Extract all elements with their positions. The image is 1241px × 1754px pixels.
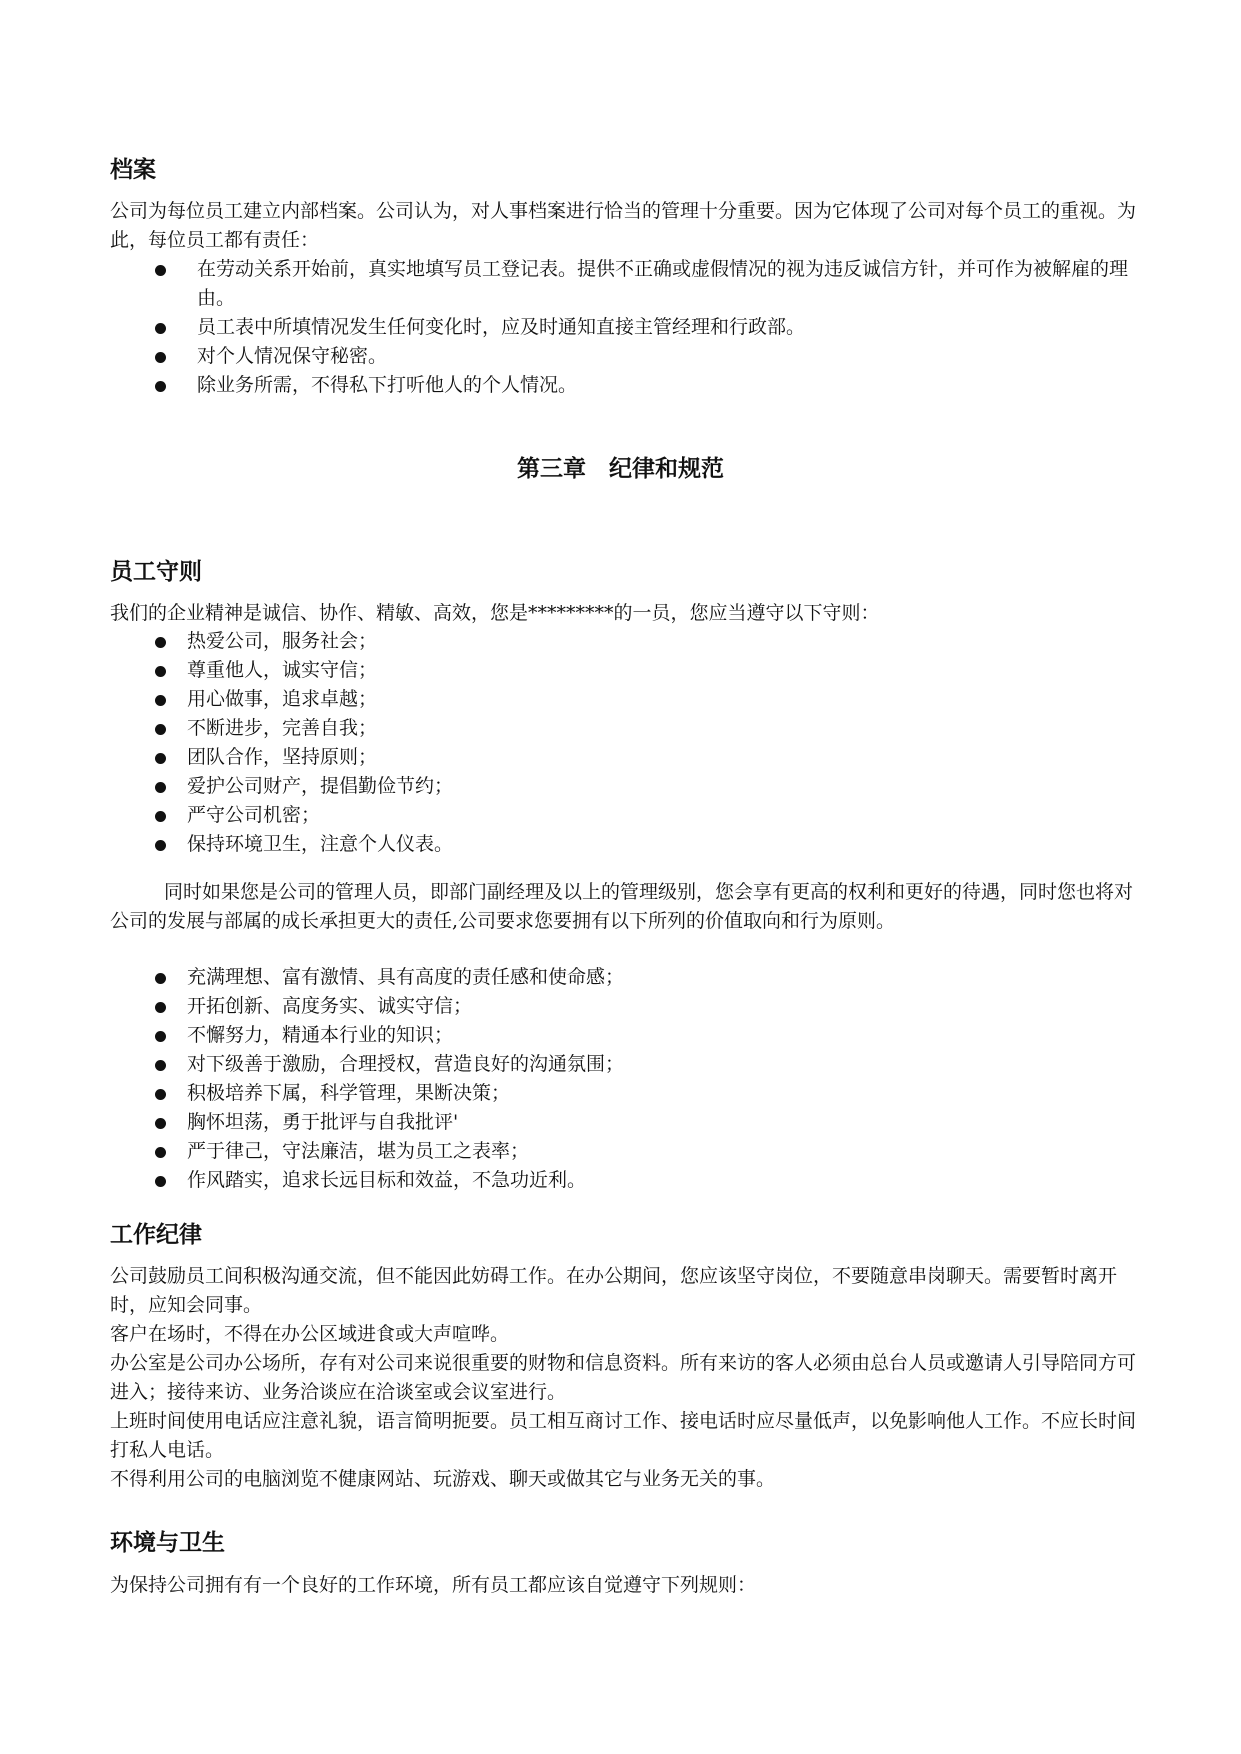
section-title-environment: 环境与卫生 [110, 1530, 225, 1556]
bullet-icon [155, 1089, 166, 1100]
archive-intro: 公司为每位员工建立内部档案。公司认为，对人事档案进行恰当的管理十分重要。因为它体现了公司对每个员工的重视。为此，每位员工都有责任： [110, 200, 1137, 251]
work-discipline-paragraph: 办公室是公司办公场所，存有对公司来说很重要的财物和信息资料。所有来访的客人必须由总台人员或邀请人引导陪同方可进入；接待来访、业务洽谈应在洽谈室或会议室进行。 [110, 1352, 1137, 1403]
list-item: 除业务所需，不得私下打听他人的个人情况。 [197, 371, 1147, 400]
section-title-code-of-conduct: 员工守则 [110, 559, 202, 585]
list-item: 充满理想、富有激情、具有高度的责任感和使命感； [187, 963, 1137, 992]
manager-values-list [187, 963, 1137, 1195]
list-item: 员工表中所填情况发生任何变化时，应及时通知直接主管经理和行政部。 [197, 313, 1147, 342]
bullet-icon [155, 753, 166, 764]
bullet-icon [155, 840, 166, 851]
bullet-icon [155, 666, 166, 677]
work-discipline-paragraph: 不得利用公司的电脑浏览不健康网站、玩游戏、聊天或做其它与业务无关的事。 [110, 1468, 776, 1490]
list-item: 开拓创新、高度务实、诚实守信； [187, 992, 1137, 1021]
bullet-icon [155, 265, 166, 276]
bullet-icon [155, 352, 166, 363]
chapter-title: 第三章 纪律和规范 [517, 456, 724, 482]
section-title-archive: 档案 [110, 157, 156, 183]
list-item: 严守公司机密； [187, 801, 1137, 830]
list-item: 热爱公司，服务社会； [187, 627, 1137, 656]
list-item: 用心做事，追求卓越； [187, 685, 1137, 714]
bullet-icon [155, 381, 166, 392]
bullet-icon [155, 1002, 166, 1013]
bullet-icon [155, 323, 166, 334]
work-discipline-body [110, 1262, 1140, 1494]
code-of-conduct-intro: 我们的企业精神是诚信、协作、精敏、高效，您是*********的一员，您应当遵守以下守则： [110, 602, 880, 624]
list-item: 不断进步，完善自我； [187, 714, 1137, 743]
work-discipline-paragraph: 公司鼓励员工间积极沟通交流，但不能因此妨碍工作。在办公期间，您应该坚守岗位，不要随意串岗聊天。需要暂时离开时，应知会同事。 [110, 1265, 1118, 1316]
list-item: 作风踏实，追求长远目标和效益，不急功近利。 [187, 1166, 1137, 1195]
bullet-icon [155, 724, 166, 735]
bullet-icon [155, 811, 166, 822]
list-item: 严于律己，守法廉洁，堪为员工之表率； [187, 1137, 1137, 1166]
environment-intro: 为保持公司拥有有一个良好的工作环境，所有员工都应该自觉遵守下列规则： [110, 1574, 757, 1596]
list-item: 对个人情况保守秘密。 [197, 342, 1147, 371]
section-title-work-discipline: 工作纪律 [110, 1222, 202, 1248]
list-item: 在劳动关系开始前，真实地填写员工登记表。提供不正确或虚假情况的视为违反诚信方针，并可作为被解雇的理由。 [197, 255, 1147, 313]
manager-paragraph: 同时如果您是公司的管理人员，即部门副经理及以上的管理级别，您会享有更高的权利和更好的待遇，同时您也将对公司的发展与部属的成长承担更大的责任,公司要求您要拥有以下所列的价值取向和行为原则。 [110, 881, 1134, 932]
bullet-icon [155, 637, 166, 648]
bullet-icon [155, 973, 166, 984]
list-item: 不懈努力，精通本行业的知识； [187, 1021, 1137, 1050]
bullet-icon [155, 1147, 166, 1158]
work-discipline-paragraph: 客户在场时，不得在办公区域进食或大声喧哗。 [110, 1323, 510, 1345]
list-item: 积极培养下属，科学管理，果断决策； [187, 1079, 1137, 1108]
list-item: 爱护公司财产，提倡勤俭节约； [187, 772, 1137, 801]
code-of-conduct-list [187, 627, 1137, 859]
bullet-icon [155, 782, 166, 793]
bullet-icon [155, 1031, 166, 1042]
list-item: 胸怀坦荡，勇于批评与自我批评' [187, 1108, 1137, 1137]
list-item: 对下级善于激励，合理授权，营造良好的沟通氛围； [187, 1050, 1137, 1079]
archive-list [197, 255, 1147, 400]
bullet-icon [155, 1060, 166, 1071]
list-item: 团队合作，坚持原则； [187, 743, 1137, 772]
bullet-icon [155, 695, 166, 706]
bullet-icon [155, 1176, 166, 1187]
list-item: 尊重他人，诚实守信； [187, 656, 1137, 685]
list-item: 保持环境卫生，注意个人仪表。 [187, 830, 1137, 859]
bullet-icon [155, 1118, 166, 1129]
work-discipline-paragraph: 上班时间使用电话应注意礼貌，语言简明扼要。员工相互商讨工作、接电话时应尽量低声，以免影响他人工作。不应长时间打私人电话。 [110, 1410, 1137, 1461]
